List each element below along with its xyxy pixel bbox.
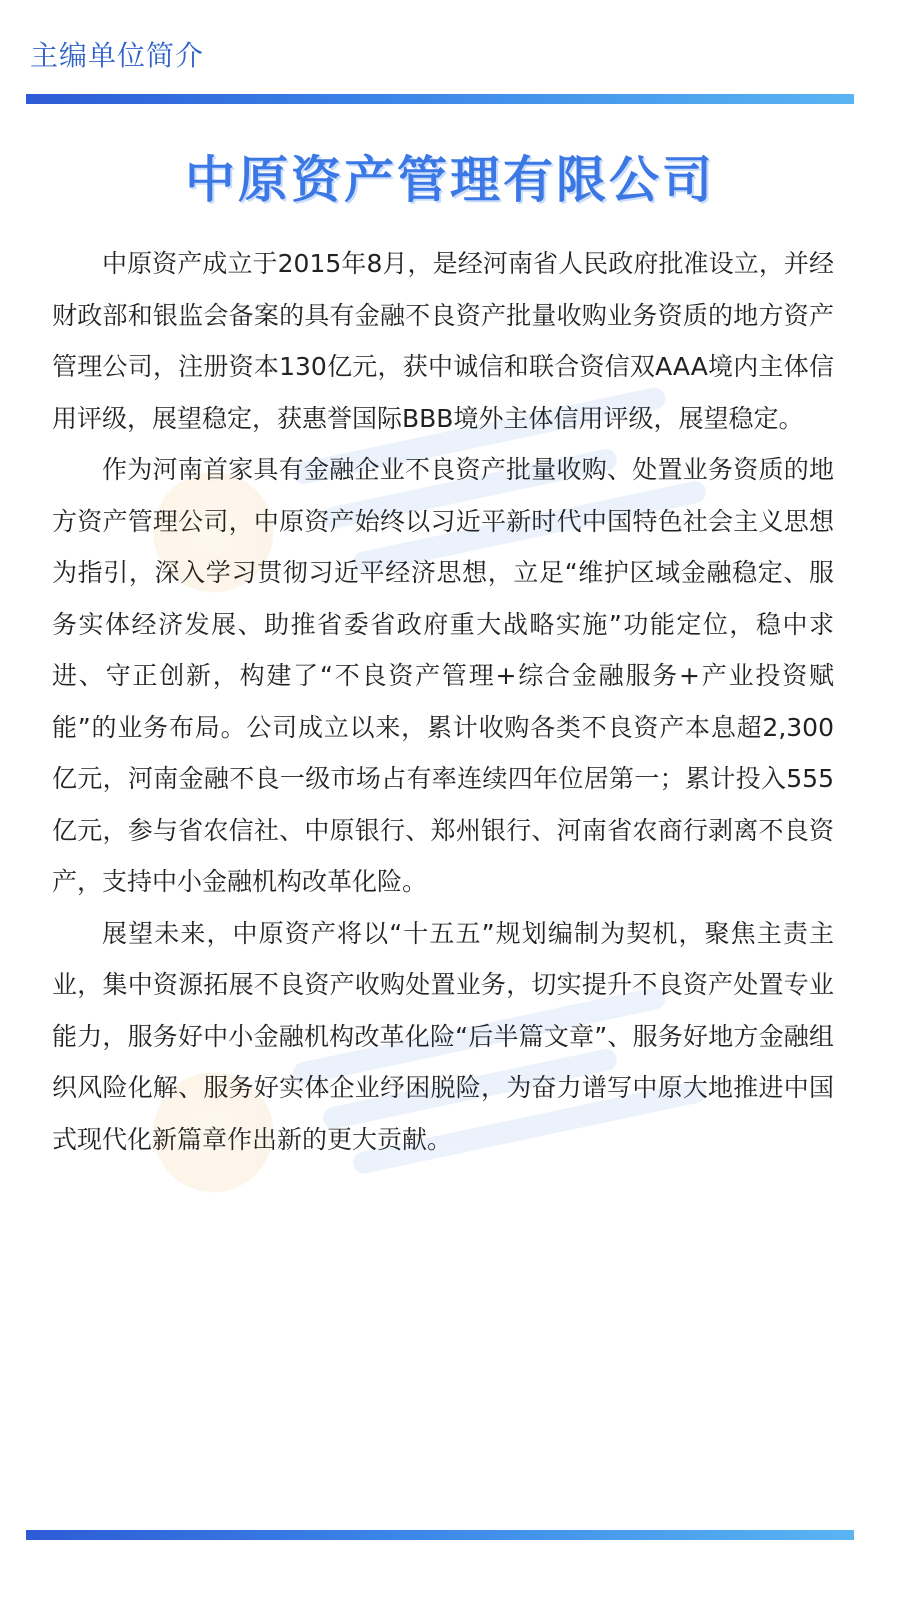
paragraph-3: 展望未来，中原资产将以“十五五”规划编制为契机，聚焦主责主业，集中资源拓展不良资产收购处置业务，切实提升不良资产处置专业能力，服务好中小金融机构改革化险“后半篇文章”、服务好地方金融组织风险化解、服务好实体企业纾困脱险，为奋力谱写中原大地推进中国式现代化新篇章作出新的更大贡献。	[52, 918, 834, 1154]
bottom-divider-bar	[26, 1530, 854, 1540]
intro-body	[52, 238, 834, 1165]
paragraph-2: 作为河南首家具有金融企业不良资产批量收购、处置业务资质的地方资产管理公司，中原资产始终以习近平新时代中国特色社会主义思想为指引，深入学习贯彻习近平经济思想，立足“维护区域金融稳定、服务实体经济发展、助推省委省政府重大战略实施”功能定位，稳中求进、守正创新，构建了“不良资产管理+综合金融服务+产业投资赋能”的业务布局。公司成立以来，累计收购各类不良资产本息超2,300亿元，河南金融不良一级市场占有率连续四年位居第一；累计投入555亿元，参与省农信社、中原银行、郑州银行、河南省农商行剥离不良资产，支持中小金融机构改革化险。	[52, 455, 834, 896]
section-header: 主编单位简介	[30, 39, 205, 72]
page-title: 中原资产管理有限公司	[185, 151, 715, 209]
top-divider-bar	[26, 94, 854, 104]
paragraph-1: 中原资产成立于2015年8月，是经河南省人民政府批准设立，并经财政部和银监会备案的具有金融不良资产批量收购业务资质的地方资产管理公司，注册资本130亿元，获中诚信和联合资信双AAA境内主体信用评级，展望稳定，获惠誉国际BBB境外主体信用评级，展望稳定。	[52, 249, 834, 433]
